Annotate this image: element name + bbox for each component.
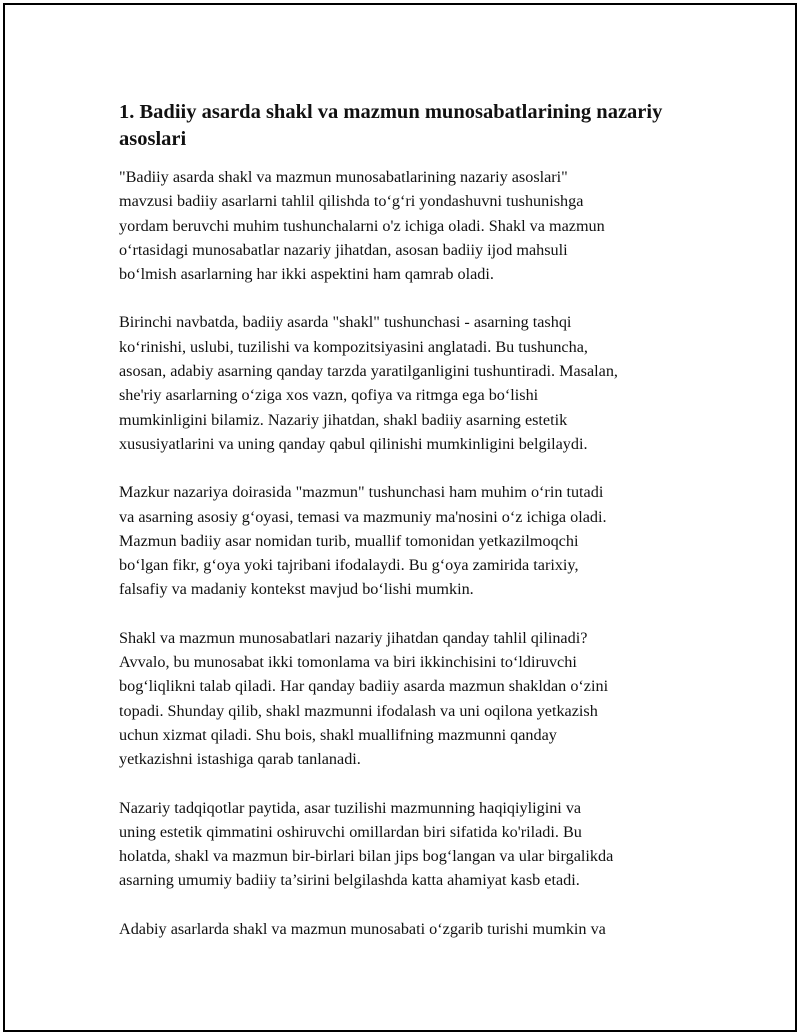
document-body [119, 99, 699, 965]
paragraph-6: Adabiy asarlarda shakl va mazmun munosabati o‘zgarib turishi mumkin va [119, 919, 606, 938]
paragraph-3: Mazkur nazariya doirasida "mazmun" tushunchasi ham muhim o‘rin tutadi va asarning asosiy g‘oyasi, temasi va mazmuniy ma'nosini o‘z ichiga oladi. Mazmun badiiy asar nomidan turib, muallif tomonidan yetkazilmoqchi bo‘lgan fikr, g‘oya yoki tajribani ifodalaydi. Bu g‘oya zamirida tarixiy, falsafiy va madaniy kontekst mavjud bo‘lishi mumkin. [119, 483, 607, 599]
section-heading: 1. Badiiy asarda shakl va mazmun munosabatlarining nazariy asoslari [119, 101, 663, 150]
paragraph-1: "Badiiy asarda shakl va mazmun munosabatlarining nazariy asoslari" mavzusi badiiy asarlarni tahlil qilishda to‘g‘ri yondashuvni tushunishga yordam beruvchi muhim tushunchalarni o'z ichiga oladi. Shakl va mazmun o‘rtasidagi munosabatlar nazariy jihatdan, asosan badiiy ijod mahsuli bo‘lmish asarlarning har ikki aspektini ham qamrab oladi. [119, 168, 605, 284]
paragraph-5: Nazariy tadqiqotlar paytida, asar tuzilishi mazmunning haqiqiyligini va uning estetik qimmatini oshiruvchi omillardan biri sifatida ko'riladi. Bu holatda, shakl va mazmun bir-birlari bilan jips bog‘langan va ular birgalikda asarning umumiy badiiy ta’sirini belgilashda katta ahamiyat kasb etadi. [119, 798, 614, 890]
paragraph-2: Birinchi navbatda, badiiy asarda "shakl" tushunchasi - asarning tashqi ko‘rinishi, uslubi, tuzilishi va kompozitsiyasini anglatadi. Bu tushuncha, asosan, adabiy asarning qanday tarzda yaratilganligini tushuntiradi. Masalan, she'riy asarlarning o‘ziga xos vazn, qofiya va ritmga ega bo‘lishi mumkinligini bilamiz. Nazariy jihatdan, shakl badiiy asarning estetik xususiyatlarini va uning qanday qabul qilinishi mumkinligini belgilaydi. [119, 313, 618, 453]
paragraph-4: Shakl va mazmun munosabatlari nazariy jihatdan qanday tahlil qilinadi? Avvalo, bu munosabat ikki tomonlama va biri ikkinchisini to‘ldiruvchi bog‘liqlikni talab qiladi. Har qanday badiiy asarda mazmun shakldan o‘zini topadi. Shunday qilib, shakl mazmunni ifodalash va uni oqilona yetkazish uchun xizmat qiladi. Shu bois, shakl muallifning mazmunni qanday yetkazishni istashiga qarab tanlanadi. [119, 628, 609, 769]
page [3, 3, 797, 1032]
